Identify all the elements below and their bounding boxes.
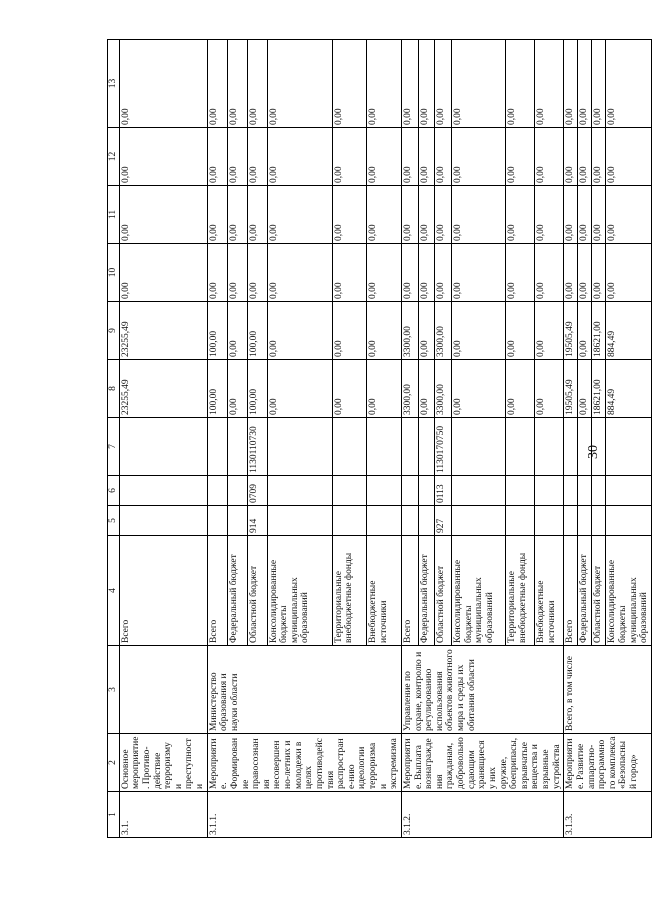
table-cell: 19505,49: [564, 302, 578, 360]
table-row: [401, 40, 418, 838]
table-cell: [207, 418, 227, 476]
table-cell: [606, 418, 652, 476]
table-cell: 23255,49: [119, 302, 207, 360]
rotated-table-wrapper: [107, 40, 650, 838]
col-number: 3: [108, 646, 120, 734]
table-cell: 0,00: [207, 244, 227, 302]
table-cell: 0,00: [247, 186, 267, 244]
table-cell: 0,00: [451, 128, 505, 186]
funding-source: Внебюджетные источники: [535, 536, 564, 646]
funding-source: Федеральный бюджет: [227, 536, 247, 646]
funding-source: Консолидированные бюджеты муниципальных образований: [451, 536, 505, 646]
table-cell: 3300,00: [401, 360, 418, 418]
executor: [119, 646, 207, 734]
table-cell: [451, 506, 505, 536]
col-number: 13: [108, 40, 120, 128]
col-number: 4: [108, 536, 120, 646]
item-name: Мероприятие. Выплата вознаграждения гражданам, добровольно сдающим хранящиеся у них оружие, боеприпасы, взрывчатые вещества и взрывные устройства: [401, 734, 563, 792]
table-cell: 0,00: [506, 186, 535, 244]
table-cell: 0113: [435, 476, 452, 506]
table-cell: 0,00: [267, 128, 332, 186]
funding-source: Консолидированные бюджеты муниципальных образований: [267, 536, 332, 646]
item-number: 3.1.: [119, 792, 207, 838]
executor: Министерство образования и науки области: [207, 646, 401, 734]
table-cell: 0,00: [578, 186, 592, 244]
funding-source: Всего: [119, 536, 207, 646]
table-cell: [564, 476, 578, 506]
table-cell: 0,00: [418, 244, 435, 302]
table-cell: [119, 418, 207, 476]
table-cell: 18621,00: [592, 360, 606, 418]
table-cell: 927: [435, 506, 452, 536]
table-cell: 0,00: [367, 244, 402, 302]
table-cell: [332, 476, 367, 506]
table-cell: 0,00: [418, 302, 435, 360]
executor: Управление по охране, контролю и регулированию использования объектов животного мира и среды их обитания области: [401, 646, 563, 734]
item-number: 3.1.3.: [564, 792, 652, 838]
table-cell: 0,00: [578, 360, 592, 418]
table-cell: 0,00: [119, 244, 207, 302]
page-number: 30: [586, 445, 601, 459]
table-cell: 0,00: [332, 128, 367, 186]
table-cell: [592, 506, 606, 536]
table-cell: [418, 418, 435, 476]
table-cell: 0,00: [535, 360, 564, 418]
funding-source: Всего: [207, 536, 227, 646]
table-cell: [227, 476, 247, 506]
table-cell: 0,00: [535, 302, 564, 360]
table-cell: [578, 506, 592, 536]
funding-source: Консолидированные бюджеты муниципальных образований: [606, 536, 652, 646]
table-cell: [207, 506, 227, 536]
table-cell: [267, 506, 332, 536]
table-cell: 0,00: [367, 186, 402, 244]
funding-source: Федеральный бюджет: [578, 536, 592, 646]
table-cell: 0,00: [606, 128, 652, 186]
table-cell: 1130170750: [435, 418, 452, 476]
table-cell: 0,00: [247, 128, 267, 186]
table-cell: 0,00: [535, 244, 564, 302]
col-number: 7: [108, 418, 120, 476]
col-number: 11: [108, 186, 120, 244]
table-cell: [401, 506, 418, 536]
table-cell: 0,00: [435, 244, 452, 302]
table-cell: 0,00: [564, 244, 578, 302]
table-cell: 0,00: [578, 128, 592, 186]
table-cell: [119, 506, 207, 536]
table-cell: 3300,00: [401, 302, 418, 360]
table-cell: [592, 418, 606, 476]
table-cell: [227, 418, 247, 476]
table-cell: [267, 418, 332, 476]
col-number: 6: [108, 476, 120, 506]
table-cell: 100,00: [207, 360, 227, 418]
table-cell: 0,00: [247, 244, 267, 302]
table-cell: 3300,00: [435, 360, 452, 418]
table-cell: 0,00: [451, 244, 505, 302]
table-cell: [267, 476, 332, 506]
table-cell: 0,00: [592, 244, 606, 302]
table-cell: [401, 476, 418, 506]
table-cell: 100,00: [207, 302, 227, 360]
table-cell: 0,00: [578, 302, 592, 360]
table-cell: [506, 506, 535, 536]
col-number: 2: [108, 734, 120, 792]
table-cell: 0,00: [535, 40, 564, 128]
table-cell: 0,00: [227, 360, 247, 418]
table-cell: 0,00: [401, 244, 418, 302]
table-cell: [506, 418, 535, 476]
table-cell: 0,00: [227, 128, 247, 186]
funding-source: Областной бюджет: [435, 536, 452, 646]
table-row: [119, 40, 207, 838]
table-cell: [451, 476, 505, 506]
table-cell: [578, 418, 592, 476]
table-cell: 0,00: [506, 128, 535, 186]
table-cell: [418, 476, 435, 506]
funding-source: Всего: [401, 536, 418, 646]
budget-table: [107, 39, 652, 838]
table-cell: 0,00: [332, 302, 367, 360]
table-cell: 0,00: [578, 244, 592, 302]
table-cell: [564, 506, 578, 536]
table-cell: 0,00: [367, 360, 402, 418]
table-cell: 0,00: [418, 186, 435, 244]
table-cell: 0,00: [267, 244, 332, 302]
table-cell: 0,00: [451, 186, 505, 244]
table-cell: 0,00: [367, 302, 402, 360]
table-cell: [606, 506, 652, 536]
table-cell: 23255,49: [119, 360, 207, 418]
table-cell: 884,49: [606, 360, 652, 418]
col-number: 10: [108, 244, 120, 302]
table-cell: 0,00: [435, 40, 452, 128]
table-cell: [606, 476, 652, 506]
table-cell: 0,00: [227, 302, 247, 360]
table-cell: 0,00: [332, 186, 367, 244]
funding-source: Территориальные внебюджетные фонды: [332, 536, 367, 646]
table-cell: [367, 476, 402, 506]
table-cell: 1130110730: [247, 418, 267, 476]
col-number: 5: [108, 506, 120, 536]
table-cell: [506, 476, 535, 506]
table-cell: 0,00: [606, 244, 652, 302]
table-cell: [332, 506, 367, 536]
table-cell: 0,00: [564, 40, 578, 128]
table-row: [564, 40, 578, 838]
col-number: 8: [108, 360, 120, 418]
table-cell: 0,00: [401, 40, 418, 128]
table-cell: 3300,00: [435, 302, 452, 360]
funding-source: Федеральный бюджет: [418, 536, 435, 646]
table-cell: 0,00: [418, 128, 435, 186]
table-cell: 0,00: [367, 40, 402, 128]
table-cell: 0,00: [119, 40, 207, 128]
table-cell: [227, 506, 247, 536]
table-cell: 0,00: [418, 360, 435, 418]
table-cell: 0,00: [564, 128, 578, 186]
table-cell: 884,49: [606, 302, 652, 360]
col-number: 1: [108, 792, 120, 838]
table-cell: 0,00: [506, 302, 535, 360]
table-cell: 0,00: [606, 186, 652, 244]
table-cell: 0,00: [535, 128, 564, 186]
table-cell: 0,00: [227, 186, 247, 244]
funding-source: Внебюджетные источники: [367, 536, 402, 646]
table-cell: 0709: [247, 476, 267, 506]
table-cell: 0,00: [451, 302, 505, 360]
table-cell: 0,00: [401, 128, 418, 186]
table-cell: 0,00: [332, 40, 367, 128]
table-cell: 0,00: [418, 40, 435, 128]
table-cell: 0,00: [267, 186, 332, 244]
table-cell: 0,00: [592, 186, 606, 244]
funding-source: Областной бюджет: [247, 536, 267, 646]
table-cell: 0,00: [332, 360, 367, 418]
table-cell: 914: [247, 506, 267, 536]
table-cell: [207, 476, 227, 506]
table-cell: [564, 418, 578, 476]
table-cell: 0,00: [506, 40, 535, 128]
item-name: Мероприятие. Формирование правосознания несовершенно-летних и молодежи в целях противодействия распростране-нию идеологии терроризма и экстремизма: [207, 734, 401, 792]
table-cell: 0,00: [451, 360, 505, 418]
table-cell: 0,00: [401, 186, 418, 244]
table-cell: 0,00: [578, 40, 592, 128]
item-number: 3.1.1.: [207, 792, 401, 838]
table-cell: 0,00: [592, 128, 606, 186]
table-cell: [592, 476, 606, 506]
table-cell: 0,00: [367, 128, 402, 186]
table-cell: 0,00: [267, 302, 332, 360]
executor: Всего, в том числе: [564, 646, 652, 734]
table-cell: 0,00: [435, 186, 452, 244]
item-name: Мероприятие. Развитие аппаратно-программного комплекса «Безопасный город»: [564, 734, 652, 792]
table-cell: 0,00: [119, 186, 207, 244]
table-cell: [332, 418, 367, 476]
funding-source: Областной бюджет: [592, 536, 606, 646]
funding-source: Всего: [564, 536, 578, 646]
table-cell: 0,00: [435, 128, 452, 186]
col-number: 9: [108, 302, 120, 360]
table-cell: 19505,49: [564, 360, 578, 418]
table-cell: [401, 418, 418, 476]
table-cell: 0,00: [267, 360, 332, 418]
table-cell: [535, 506, 564, 536]
funding-source: Территориальные внебюджетные фонды: [506, 536, 535, 646]
table-cell: [451, 418, 505, 476]
table-cell: [578, 476, 592, 506]
table-cell: 0,00: [267, 40, 332, 128]
col-number: 12: [108, 128, 120, 186]
table-cell: 0,00: [207, 40, 227, 128]
table-cell: 100,00: [247, 360, 267, 418]
table-cell: 0,00: [606, 40, 652, 128]
table-row: [207, 40, 227, 838]
column-number-row: [108, 40, 120, 838]
table-cell: [535, 476, 564, 506]
table-cell: 0,00: [535, 186, 564, 244]
table-cell: 0,00: [247, 40, 267, 128]
item-name: Основное мероприятие. Противо-действие терроризму и преступности: [119, 734, 207, 792]
table-cell: [535, 418, 564, 476]
table-cell: [119, 476, 207, 506]
table-cell: 0,00: [332, 244, 367, 302]
table-cell: 0,00: [207, 128, 227, 186]
table-cell: 0,00: [592, 40, 606, 128]
table-cell: 0,00: [119, 128, 207, 186]
table-cell: 0,00: [227, 244, 247, 302]
table-cell: 0,00: [207, 186, 227, 244]
item-number: 3.1.2.: [401, 792, 563, 838]
table-cell: [418, 506, 435, 536]
table-cell: 0,00: [506, 360, 535, 418]
table-cell: [367, 418, 402, 476]
table-cell: 0,00: [564, 186, 578, 244]
table-cell: [367, 506, 402, 536]
table-cell: 0,00: [227, 40, 247, 128]
table-cell: 100,00: [247, 302, 267, 360]
table-cell: 0,00: [451, 40, 505, 128]
table-cell: 0,00: [506, 244, 535, 302]
table-cell: 18621,00: [592, 302, 606, 360]
